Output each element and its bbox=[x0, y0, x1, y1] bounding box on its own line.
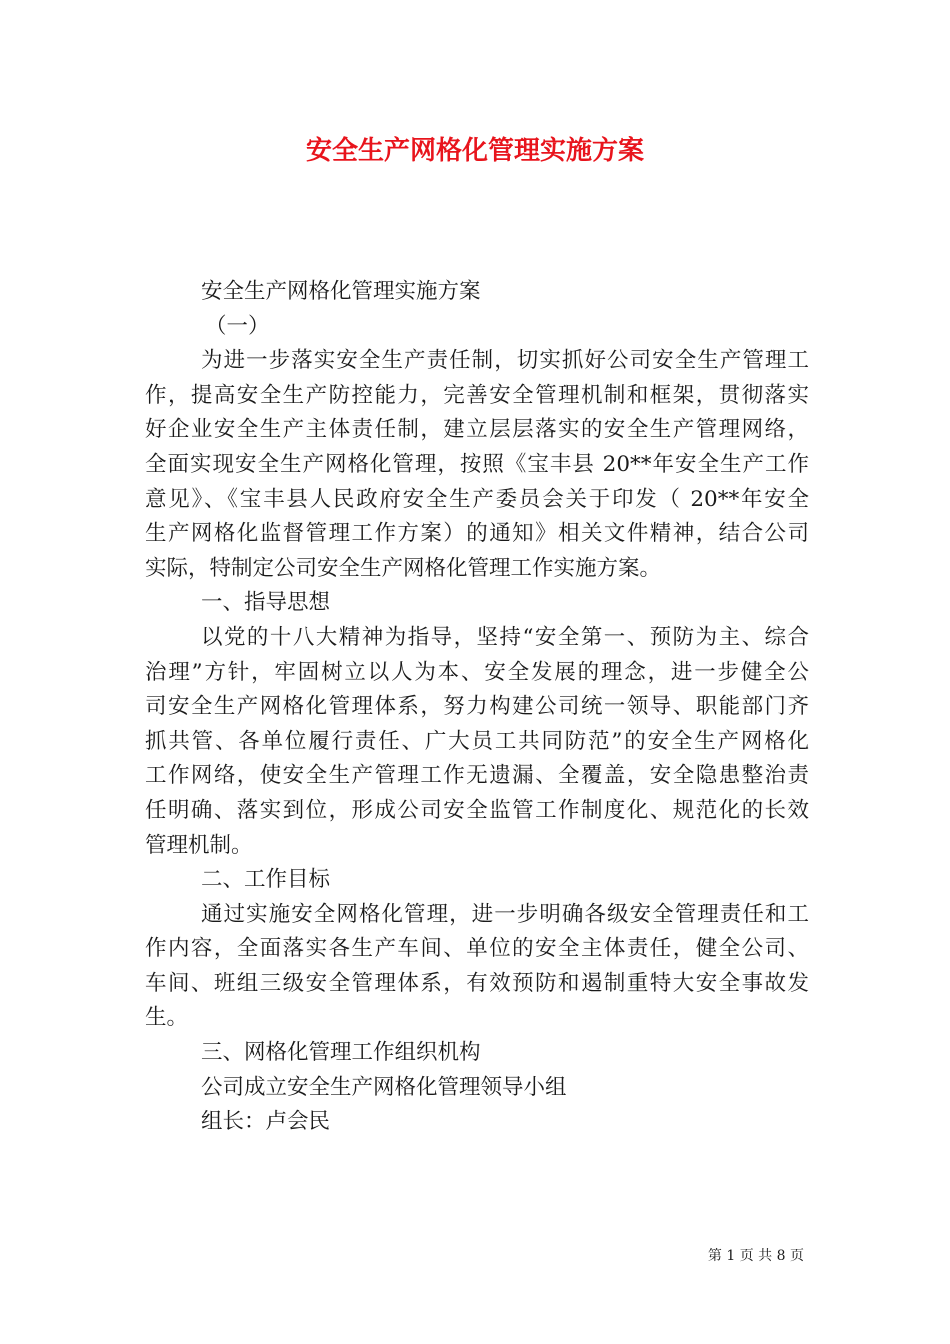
body-line: 安全生产网格化管理实施方案 bbox=[201, 279, 481, 304]
section-heading: 一、指导思想 bbox=[201, 590, 331, 616]
body-line: 通过实施安全网格化管理，进一步明确各级安全管理责任和工 bbox=[201, 901, 809, 927]
body-line: 生产网格化监督管理工作方案）的通知》相关文件精神，结合公司 bbox=[145, 521, 809, 547]
body-line: 为进一步落实安全生产责任制，切实抓好公司安全生产管理工 bbox=[201, 348, 809, 374]
body-line: 作，提高安全生产防控能力，完善安全管理机制和框架，贯彻落实 bbox=[145, 382, 809, 408]
page-number: 第 1 页 共 8 页 bbox=[707, 1248, 804, 1264]
body-line: 任明确、落实到位，形成公司安全监管工作制度化、规范化的长效 bbox=[145, 797, 809, 823]
body-line: 工作网络，使安全生产管理工作无遗漏、全覆盖，安全隐患整治责 bbox=[145, 763, 809, 789]
body-line: 公司成立安全生产网格化管理领导小组 bbox=[201, 1074, 567, 1100]
page-title: 安全生产网格化管理实施方案 bbox=[305, 136, 644, 166]
body-line: 作内容，全面落实各生产车间、单位的安全主体责任，健全公司、 bbox=[145, 936, 809, 962]
section-heading: 二、工作目标 bbox=[201, 867, 331, 893]
body-line: 管理机制。 bbox=[145, 832, 253, 858]
body-line: 意见》、《宝丰县人民政府安全生产委员会关于印发（ 20**年安全 bbox=[145, 486, 809, 512]
body-line: 实际，特制定公司安全生产网格化管理工作实施方案。 bbox=[145, 555, 662, 581]
body-line: 好企业安全生产主体责任制，建立层层落实的安全生产管理网络， bbox=[145, 417, 809, 443]
body-line: 全面实现安全生产网格化管理，按照《宝丰县 20**年安全生产工作 bbox=[145, 451, 809, 477]
section-heading: 三、网格化管理工作组织机构 bbox=[201, 1040, 481, 1066]
body-line: 组长：卢会民 bbox=[201, 1109, 331, 1135]
body-line: 车间、班组三级安全管理体系，有效预防和遏制重特大安全事故发 bbox=[145, 970, 809, 996]
body-line: 生。 bbox=[145, 1005, 189, 1031]
body-line: 治理”方针，牢固树立以人为本、安全发展的理念，进一步健全公 bbox=[145, 659, 809, 685]
document-body bbox=[145, 275, 809, 1140]
body-line: 抓共管、各单位履行责任、广大员工共同防范”的安全生产网格化 bbox=[145, 728, 809, 754]
body-line: （一） bbox=[205, 313, 270, 339]
body-line: 以党的十八大精神为指导，坚持“安全第一、预防为主、综合 bbox=[201, 624, 809, 650]
body-line: 司安全生产网格化管理体系，努力构建公司统一领导、职能部门齐 bbox=[145, 694, 809, 720]
